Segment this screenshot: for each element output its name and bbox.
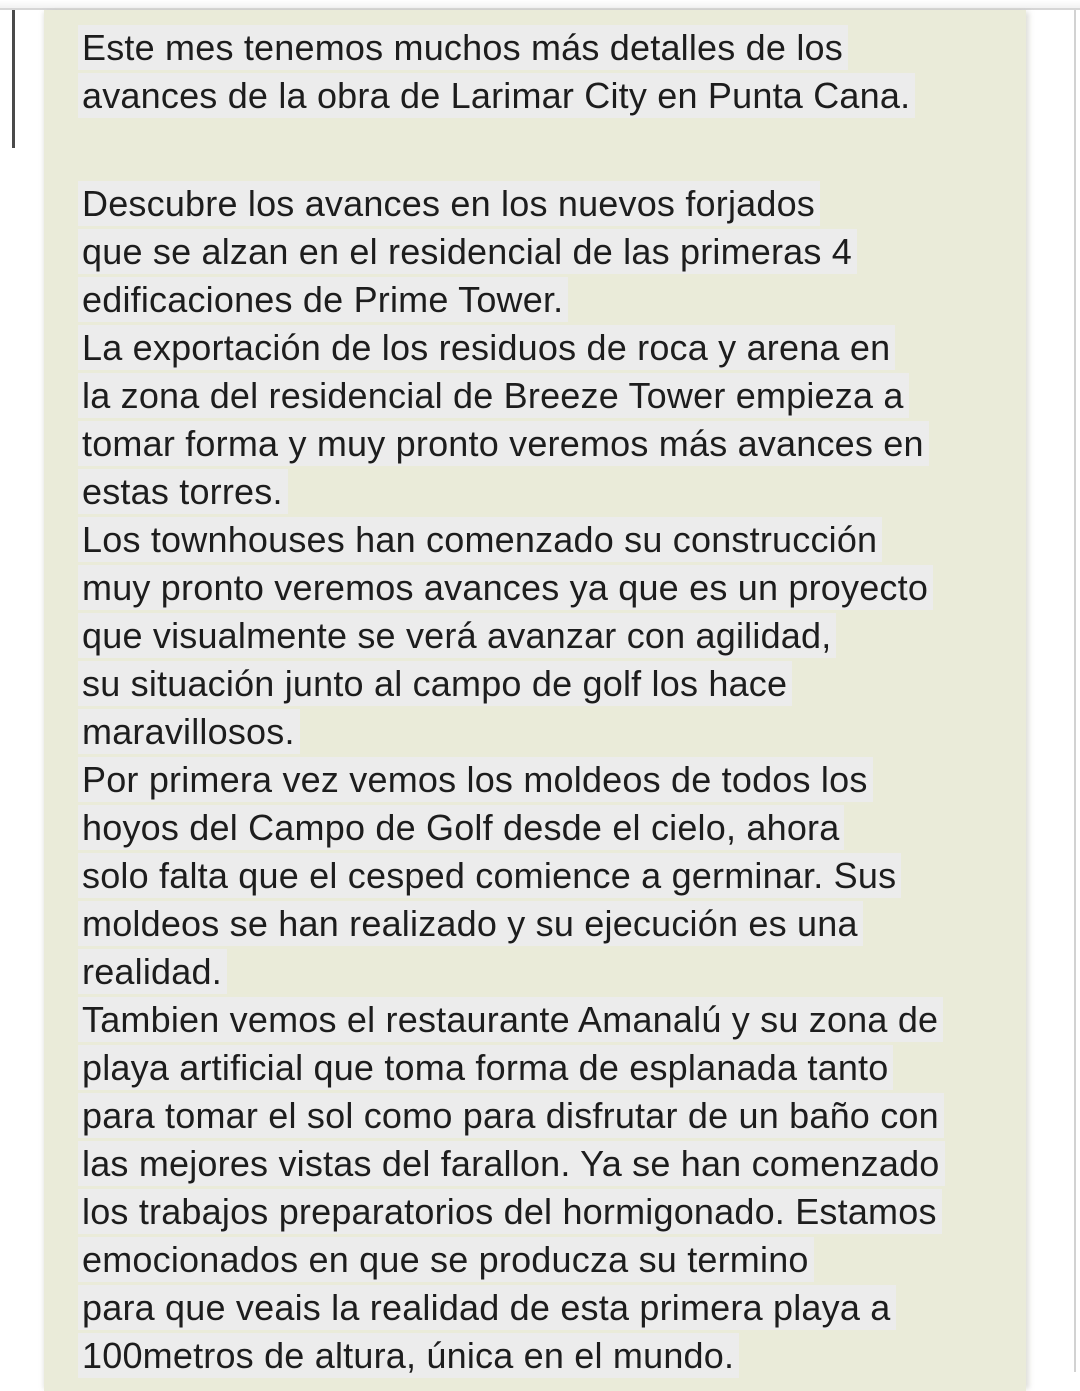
- top-divider-line: [0, 0, 1080, 10]
- paragraphs-container: [78, 24, 1016, 1380]
- text-line-content: para que veais la realidad de esta primera playa a: [78, 1285, 896, 1330]
- text-line: [78, 180, 1016, 228]
- text-line-content: tomar forma y muy pronto veremos más avances en: [78, 421, 929, 466]
- text-line-content: moldeos se han realizado y su ejecución es una: [78, 901, 863, 946]
- text-line: [78, 1332, 1016, 1380]
- text-line: [78, 324, 1016, 372]
- text-line: [78, 228, 1016, 276]
- text-line: [78, 660, 1016, 708]
- text-line-content: Descubre los avances en los nuevos forjados: [78, 181, 820, 226]
- text-line: [78, 612, 1016, 660]
- text-line-content: hoyos del Campo de Golf desde el cielo, ahora: [78, 805, 844, 850]
- text-line-content: para tomar el sol como para disfrutar de un baño con: [78, 1093, 944, 1138]
- text-line-content: La exportación de los residuos de roca y arena en: [78, 325, 895, 370]
- text-line: [78, 276, 1016, 324]
- text-line: [78, 1284, 1016, 1332]
- text-line: [78, 1140, 1016, 1188]
- paragraph: [78, 24, 1016, 120]
- scrollbar-track-line[interactable]: [1074, 10, 1076, 1372]
- text-line: [78, 948, 1016, 996]
- text-line: [78, 852, 1016, 900]
- text-line: [78, 468, 1016, 516]
- text-line-content: emocionados en que se producza su termino: [78, 1237, 814, 1282]
- text-line-content: Por primera vez vemos los moldeos de todos los: [78, 757, 873, 802]
- text-line: [78, 900, 1016, 948]
- text-line: [78, 756, 1016, 804]
- text-line: [78, 1188, 1016, 1236]
- message-body-area[interactable]: [44, 10, 1026, 1391]
- text-line: [78, 516, 1016, 564]
- paragraph: [78, 180, 1016, 1380]
- text-line-content: Este mes tenemos muchos más detalles de los: [78, 25, 848, 70]
- text-line: [78, 24, 1016, 72]
- text-line-content: su situación junto al campo de golf los hace: [78, 661, 792, 706]
- text-line-content: Los townhouses han comenzado su construcción: [78, 517, 882, 562]
- text-line-content: que se alzan en el residencial de las primeras 4: [78, 229, 857, 274]
- text-line: [78, 996, 1016, 1044]
- text-line: [78, 72, 1016, 120]
- left-edge-mark: [12, 10, 15, 148]
- text-line: [78, 708, 1016, 756]
- text-line: [78, 804, 1016, 852]
- text-line-content: playa artificial que toma forma de esplanada tanto: [78, 1045, 893, 1090]
- text-line-content: estas torres.: [78, 469, 288, 514]
- text-line-content: edificaciones de Prime Tower.: [78, 277, 568, 322]
- text-line-content: realidad.: [78, 949, 227, 994]
- text-line: [78, 1092, 1016, 1140]
- text-line-content: solo falta que el cesped comience a germinar. Sus: [78, 853, 901, 898]
- text-line-content: los trabajos preparatorios del hormigonado. Estamos: [78, 1189, 942, 1234]
- text-line-content: maravillosos.: [78, 709, 300, 754]
- text-line: [78, 372, 1016, 420]
- text-line-content: las mejores vistas del farallon. Ya se han comenzado: [78, 1141, 945, 1186]
- text-line-content: avances de la obra de Larimar City en Punta Cana.: [78, 73, 915, 118]
- text-line-content: Tambien vemos el restaurante Amanalú y su zona de: [78, 997, 943, 1042]
- text-line: [78, 564, 1016, 612]
- text-line: [78, 1044, 1016, 1092]
- text-line-content: 100metros de altura, única en el mundo.: [78, 1333, 739, 1378]
- text-line-content: muy pronto veremos avances ya que es un proyecto: [78, 565, 933, 610]
- text-line: [78, 1236, 1016, 1284]
- text-line-content: la zona del residencial de Breeze Tower empieza a: [78, 373, 909, 418]
- text-line: [78, 420, 1016, 468]
- text-line-content: que visualmente se verá avanzar con agilidad,: [78, 613, 836, 658]
